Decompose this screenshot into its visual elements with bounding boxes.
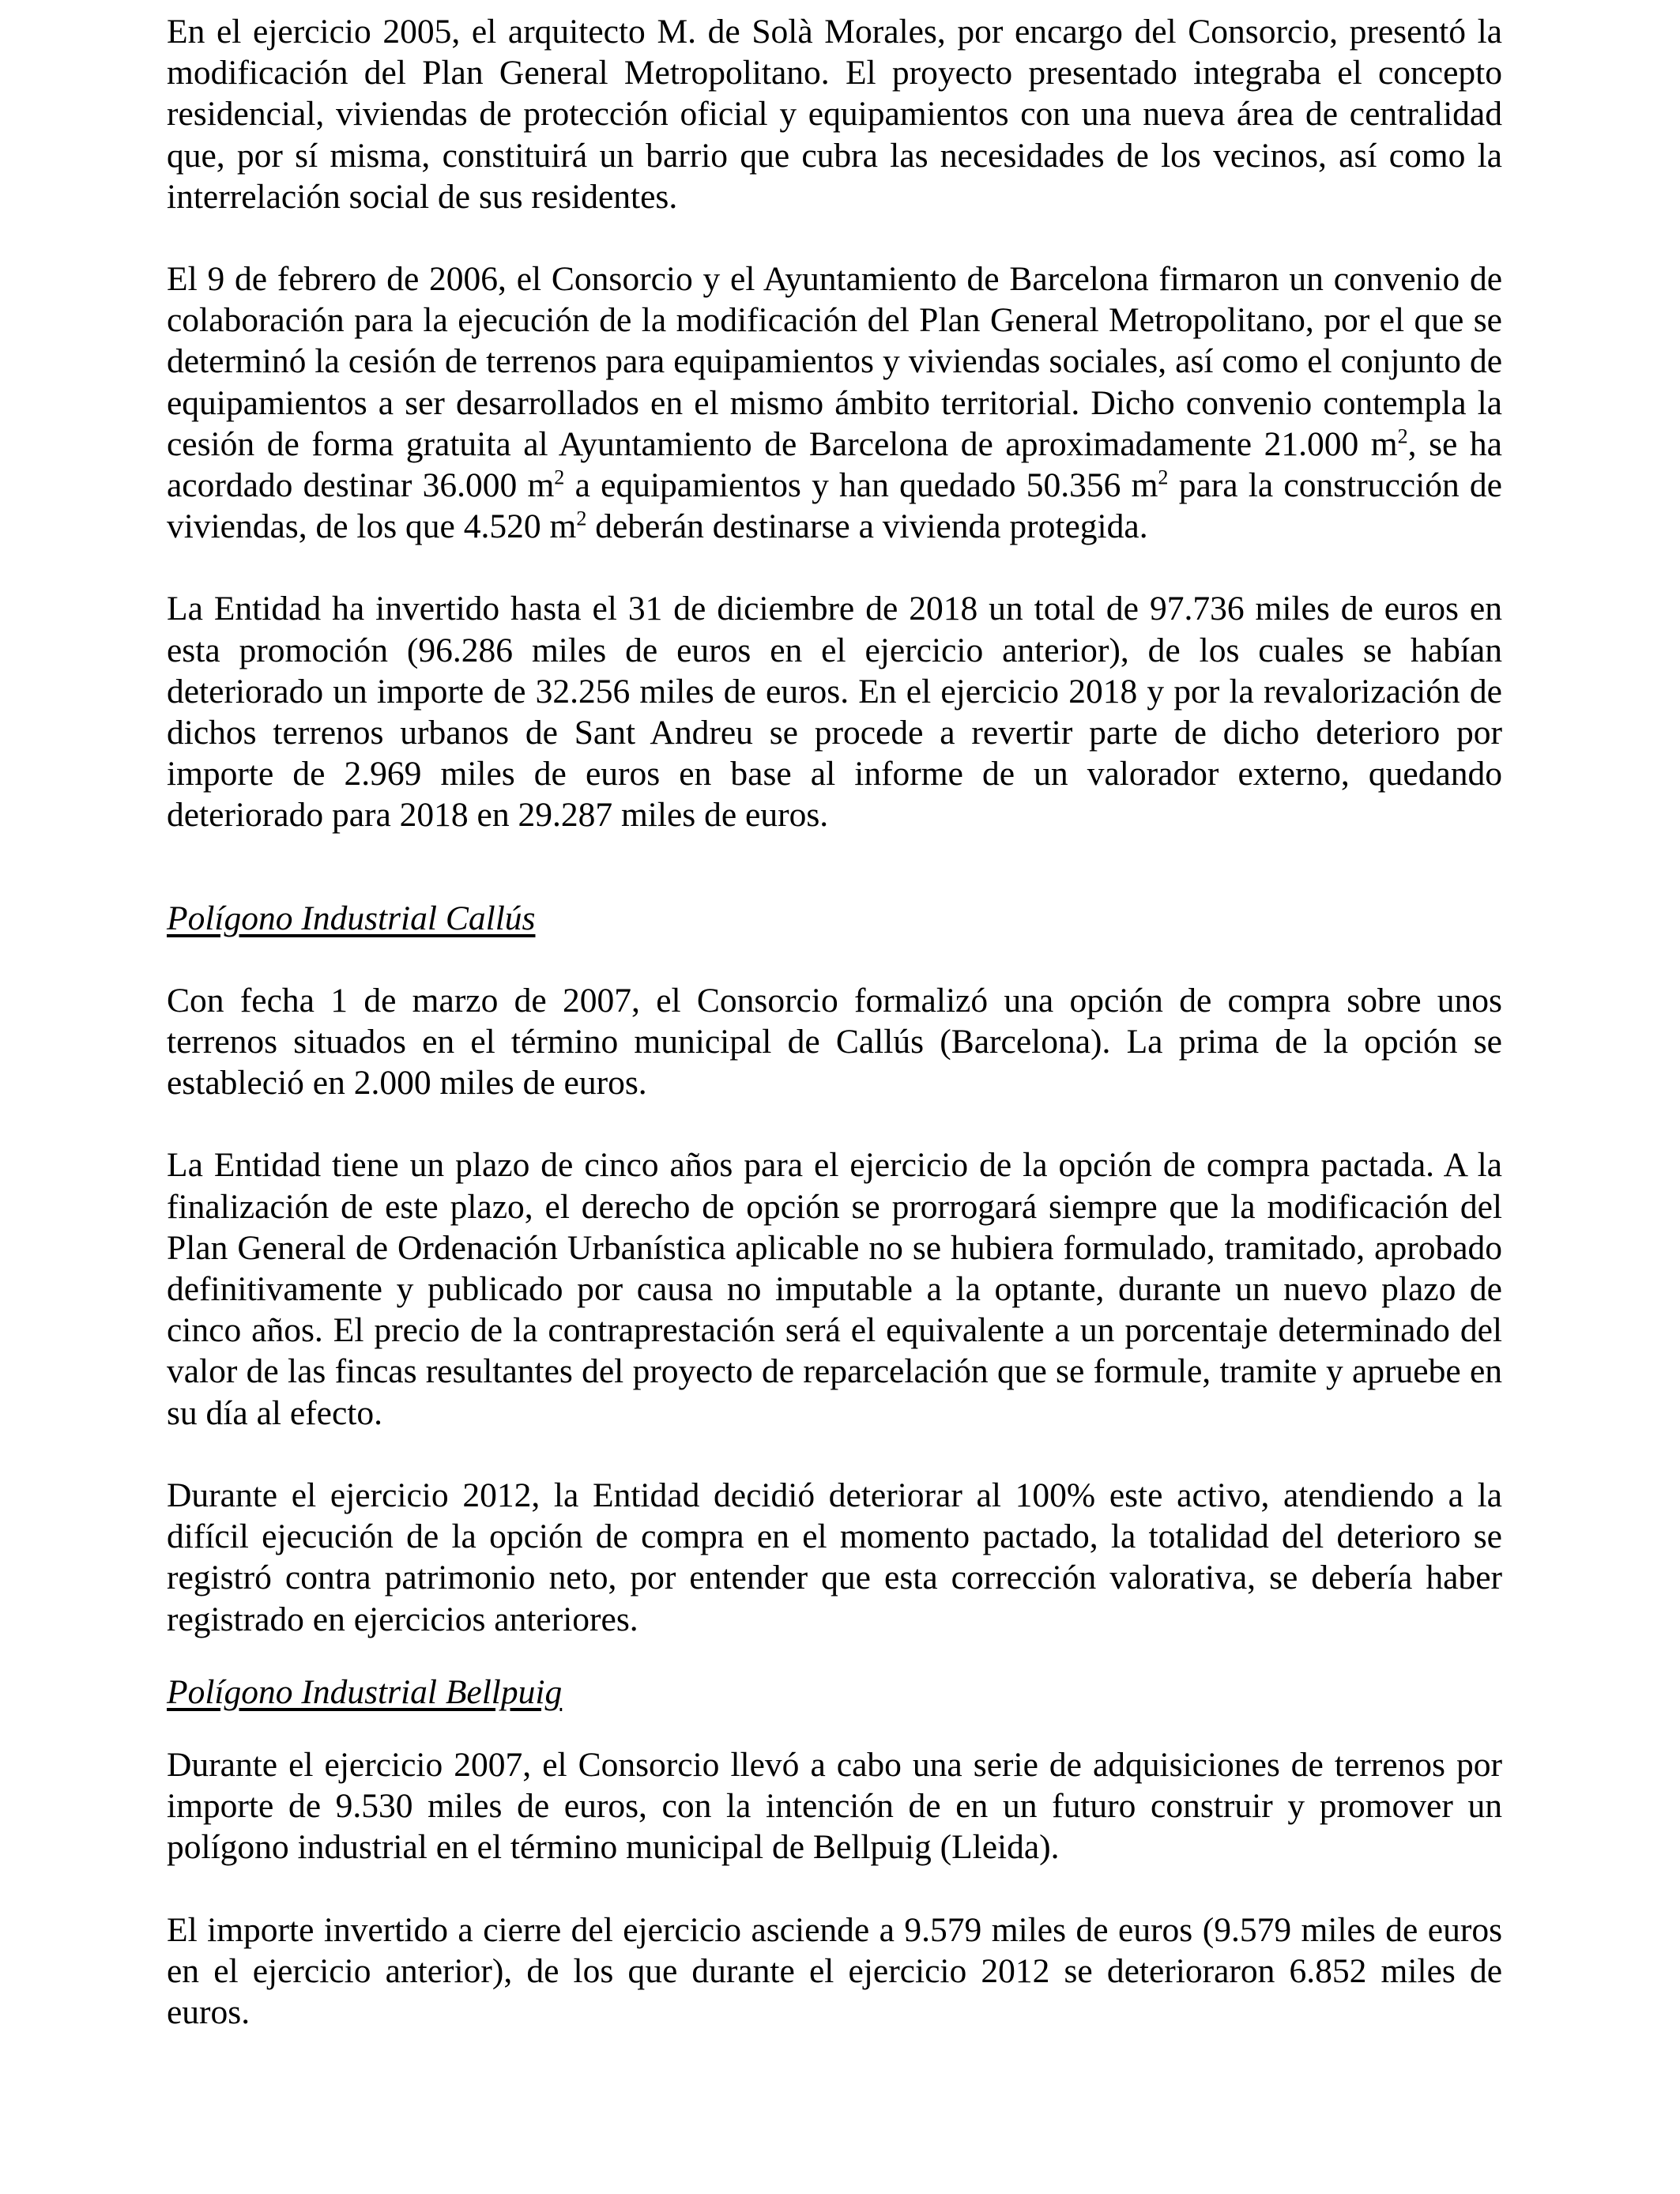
superscript-m2: 2	[576, 507, 587, 530]
superscript-m2: 2	[1397, 424, 1408, 448]
paragraph-opcion-compra: Con fecha 1 de marzo de 2007, el Consorcio formalizó una opción de compra sobre unos terrenos situados en el término municipal de Callús (Barcelona). La prima de la opción se estableció en 2.000 miles de euros.	[167, 981, 1502, 1103]
convenio-text-a: El 9 de febrero de 2006, el Consorcio y el Ayuntamiento de Barcelona firmaron un convenio de colaboración para la ejecución de la modificación del Plan General Metropolitano, por el que se determinó la cesión de terrenos para equipamientos y viviendas sociales, así como el conjunto de equipamientos a ser desarrollados en el mismo ámbito territorial. Dicho convenio contempla la cesión de forma gratuita al Ayuntamiento de Barcelona de aproximadamente 21.000 m	[167, 260, 1502, 463]
paragraph-convenio	[167, 258, 1502, 547]
heading-poligono-callus: Polígono Industrial Callús	[167, 899, 536, 937]
superscript-m2: 2	[554, 466, 565, 489]
paragraph-plazo-cinco-anos: La Entidad tiene un plazo de cinco años para el ejercicio de la opción de compra pactada. A la finalización de este plazo, el derecho de opción se prorrogará siempre que la modificación del Plan General de Ordenación Urbanística aplicable no se hubiera formulado, tramitado, aprobado definitivamente y publicado por causa no imputable a la optante, durante un nuevo plazo de cinco años. El precio de la contraprestación será el equivalente a un porcentaje determinado del valor de las fincas resultantes del proyecto de reparcelación que se formule, tramite y apruebe en su día al efecto.	[167, 1146, 1502, 1432]
convenio-text-d: para la construcción de viviendas, de los que 4.520 m	[167, 466, 1502, 546]
heading-poligono-bellpuig: Polígono Industrial Bellpuig	[167, 1672, 563, 1711]
paragraph-sola-morales: En el ejercicio 2005, el arquitecto M. de Solà Morales, por encargo del Consorcio, presentó la modificación del Plan General Metropolitano. El proyecto presentado integraba el concepto residencial, viviendas de protección oficial y equipamientos con una nueva área de centralidad que, por sí misma, constituirá un barrio que cubra las necesidades de los vecinos, así como la interrelación social de sus residentes.	[167, 13, 1502, 216]
convenio-text-c: a equipamientos y han quedado 50.356 m	[564, 466, 1158, 505]
convenio-text-e: deberán destinarse a vivienda protegida.	[586, 507, 1148, 546]
document-page	[167, 11, 1502, 2074]
paragraph-adquisiciones-bellpuig: Durante el ejercicio 2007, el Consorcio llevó a cabo una serie de adquisiciones de terrenos por importe de 9.530 miles de euros, con la intención de en un futuro construir y promover un polígono industrial en el término municipal de Bellpuig (Lleida).	[167, 1745, 1502, 1867]
paragraph-deterioro-2012: Durante el ejercicio 2012, la Entidad decidió deteriorar al 100% este activo, atendiendo a la difícil ejecución de la opción de compra en el momento pactado, la totalidad del deterioro se registró contra patrimonio neto, por entender que esta corrección valorativa, se debería haber registrado en ejercicios anteriores.	[167, 1476, 1502, 1638]
convenio-text-b: , se ha acordado destinar 36.000 m	[167, 424, 1502, 505]
superscript-m2: 2	[1158, 466, 1169, 489]
paragraph-importe-invertido: El importe invertido a cierre del ejercicio asciende a 9.579 miles de euros (9.579 miles de euros en el ejercicio anterior), de los que durante el ejercicio 2012 se deterioraron 6.852 miles de euros.	[167, 1910, 1502, 2031]
paragraph-inversion-sant-andreu: La Entidad ha invertido hasta el 31 de diciembre de 2018 un total de 97.736 miles de euros en esta promoción (96.286 miles de euros en el ejercicio anterior), de los cuales se habían deteriorado un importe de 32.256 miles de euros. En el ejercicio 2018 y por la revalorización de dichos terrenos urbanos de Sant Andreu se procede a revertir parte de dicho deterioro por importe de 2.969 miles de euros en base al informe de un valorador externo, quedando deteriorado para 2018 en 29.287 miles de euros.	[167, 590, 1502, 835]
